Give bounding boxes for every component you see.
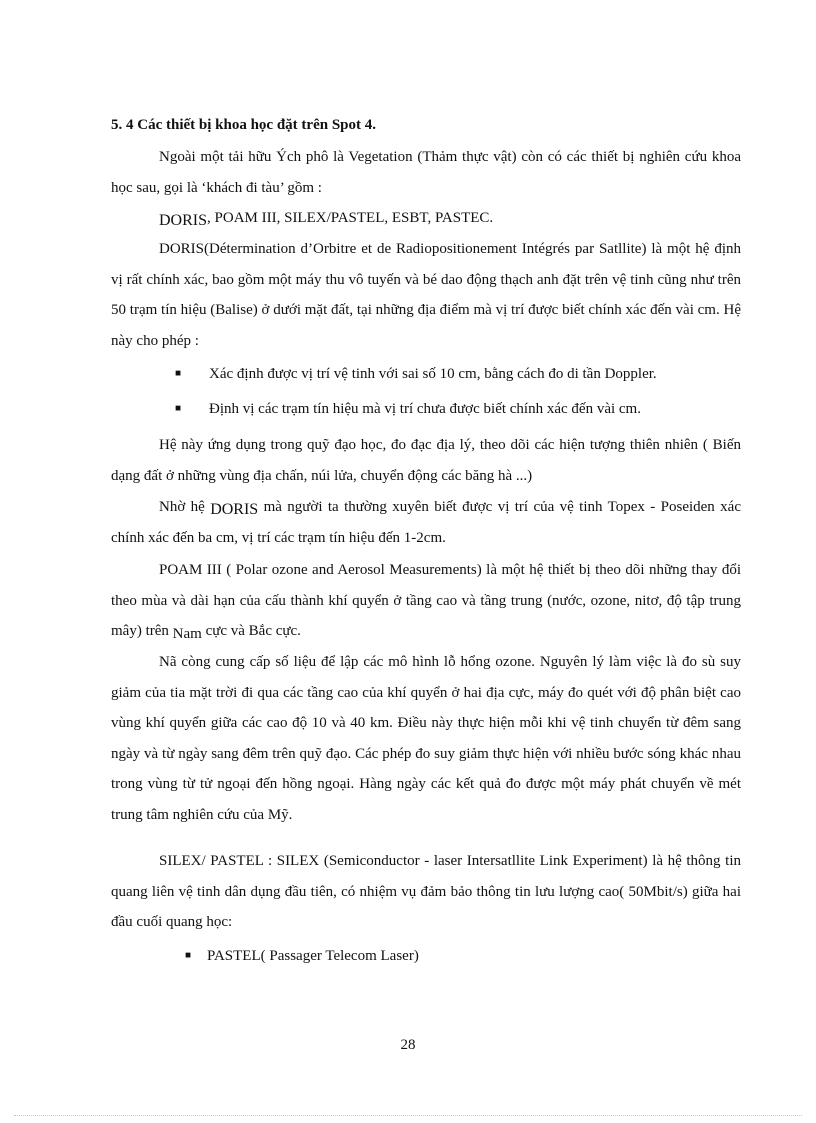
section-heading: 5. 4 Các thiết bị khoa học đặt trên Spot 4. — [111, 117, 377, 133]
paragraph-doris-topex — [111, 492, 741, 553]
page-number: 28 — [400, 1037, 416, 1053]
bullet-square-icon: ■ — [175, 403, 182, 414]
instrument-list-text: , POAM III, SILEX/PASTEL, ESBT, PASTEC. — [207, 210, 494, 226]
bullet-text: Xác định được vị trí vệ tinh với sai số 10 cm, bằng cách đo di tần Doppler. — [209, 366, 657, 382]
bullet-square-icon: ■ — [185, 950, 192, 961]
text-segment: cực và Bắc cực. — [201, 623, 301, 639]
paragraph-intro: Ngoài một tải hữu Ých phô là Vegetation (Thảm thực vật) còn có các thiết bị nghiên cứu khoa học sau, gọi là ‘khách đi tàu’ gồm : — [111, 149, 741, 196]
paragraph-silex: SILEX/ PASTEL : SILEX (Semiconductor - laser Intersatllite Link Experiment) là hệ thông tin quang liên vệ tinh dân dụng đầu tiên, có nhiệm vụ đảm bảo thông tin lưu lượng cao( 50Mbit/s) giữa hai đầu cuối quang học: — [111, 853, 741, 930]
text-segment: mà người ta thường xuyên biết được vị trí của vệ tinh Topex - Poseiden xác chính xác đến ba cm, vị trí các trạm tín hiệu đến 1-2cm. — [111, 499, 741, 546]
bullet-square-icon: ■ — [175, 368, 182, 379]
doris-term: DORIS — [159, 212, 208, 229]
page-bottom-divider — [14, 1115, 802, 1116]
nam-term: Nam — [172, 626, 202, 642]
paragraph-doris-description: DORIS(Détermination d’Orbitre et de Radiopositionement Intégrés par Satllite) là một hệ định vị rất chính xác, bao gồm một máy thu vô tuyến và bé dao động thạch anh đặt trên vệ tinh cũng như trên 50 trạm tín hiệu (Balise) ở dưới mặt đất, tại những địa điểm mà vị trí được biết chính xác đến vài cm. Hệ này cho phép : — [111, 241, 741, 349]
text-segment: Nhờ hệ — [159, 499, 211, 515]
bullet-text: PASTEL( Passager Telecom Laser) — [207, 948, 419, 964]
bullet-text: Định vị các trạm tín hiệu mà vị trí chưa được biết chính xác đến vài cm. — [209, 401, 641, 417]
text-segment: POAM III ( Polar ozone and Aerosol Measurements) là một hệ thiết bị theo dõi những thay đổi theo mùa và dài hạn của cấu thành khí quyển ở tầng cao và tầng trung (nước, ozone, nitơ, độ tập trung mây) trên — [111, 562, 741, 639]
paragraph-instrument-list — [111, 203, 741, 234]
doris-term: DORIS — [210, 501, 259, 518]
paragraph-poam — [111, 555, 741, 647]
paragraph-doris-applications: Hệ này ứng dụng trong quỹ đạo học, đo đạc địa lý, theo dõi các hiện tượng thiên nhiên ( Biến dạng đất ở những vùng địa chấn, núi lửa, chuyển động các băng hà ...) — [111, 437, 741, 484]
paragraph-poam-details: Nã còng cung cấp số liệu để lập các mô hình lỗ hổng ozone. Nguyên lý làm việc là đo sù suy giảm của tia mặt trời đi qua các tầng cao của khí quyển ở hai địa cực, máy đo quét với độ phân biệt cao vùng khí quyển giữa các cao độ 10 và 40 km. Điều này thực hiện mỗi khi vệ tinh chuyển từ đêm sang ngày và từ ngày sang đêm trên quỹ đạo. Các phép đo suy giảm thực hiện với nhiều bước sóng khác nhau trong vùng từ tử ngoại đến hồng ngoại. Hàng ngày các kết quả đo được một máy phát chuyển về mét trung tâm nghiên cứu của Mỹ. — [111, 654, 741, 823]
